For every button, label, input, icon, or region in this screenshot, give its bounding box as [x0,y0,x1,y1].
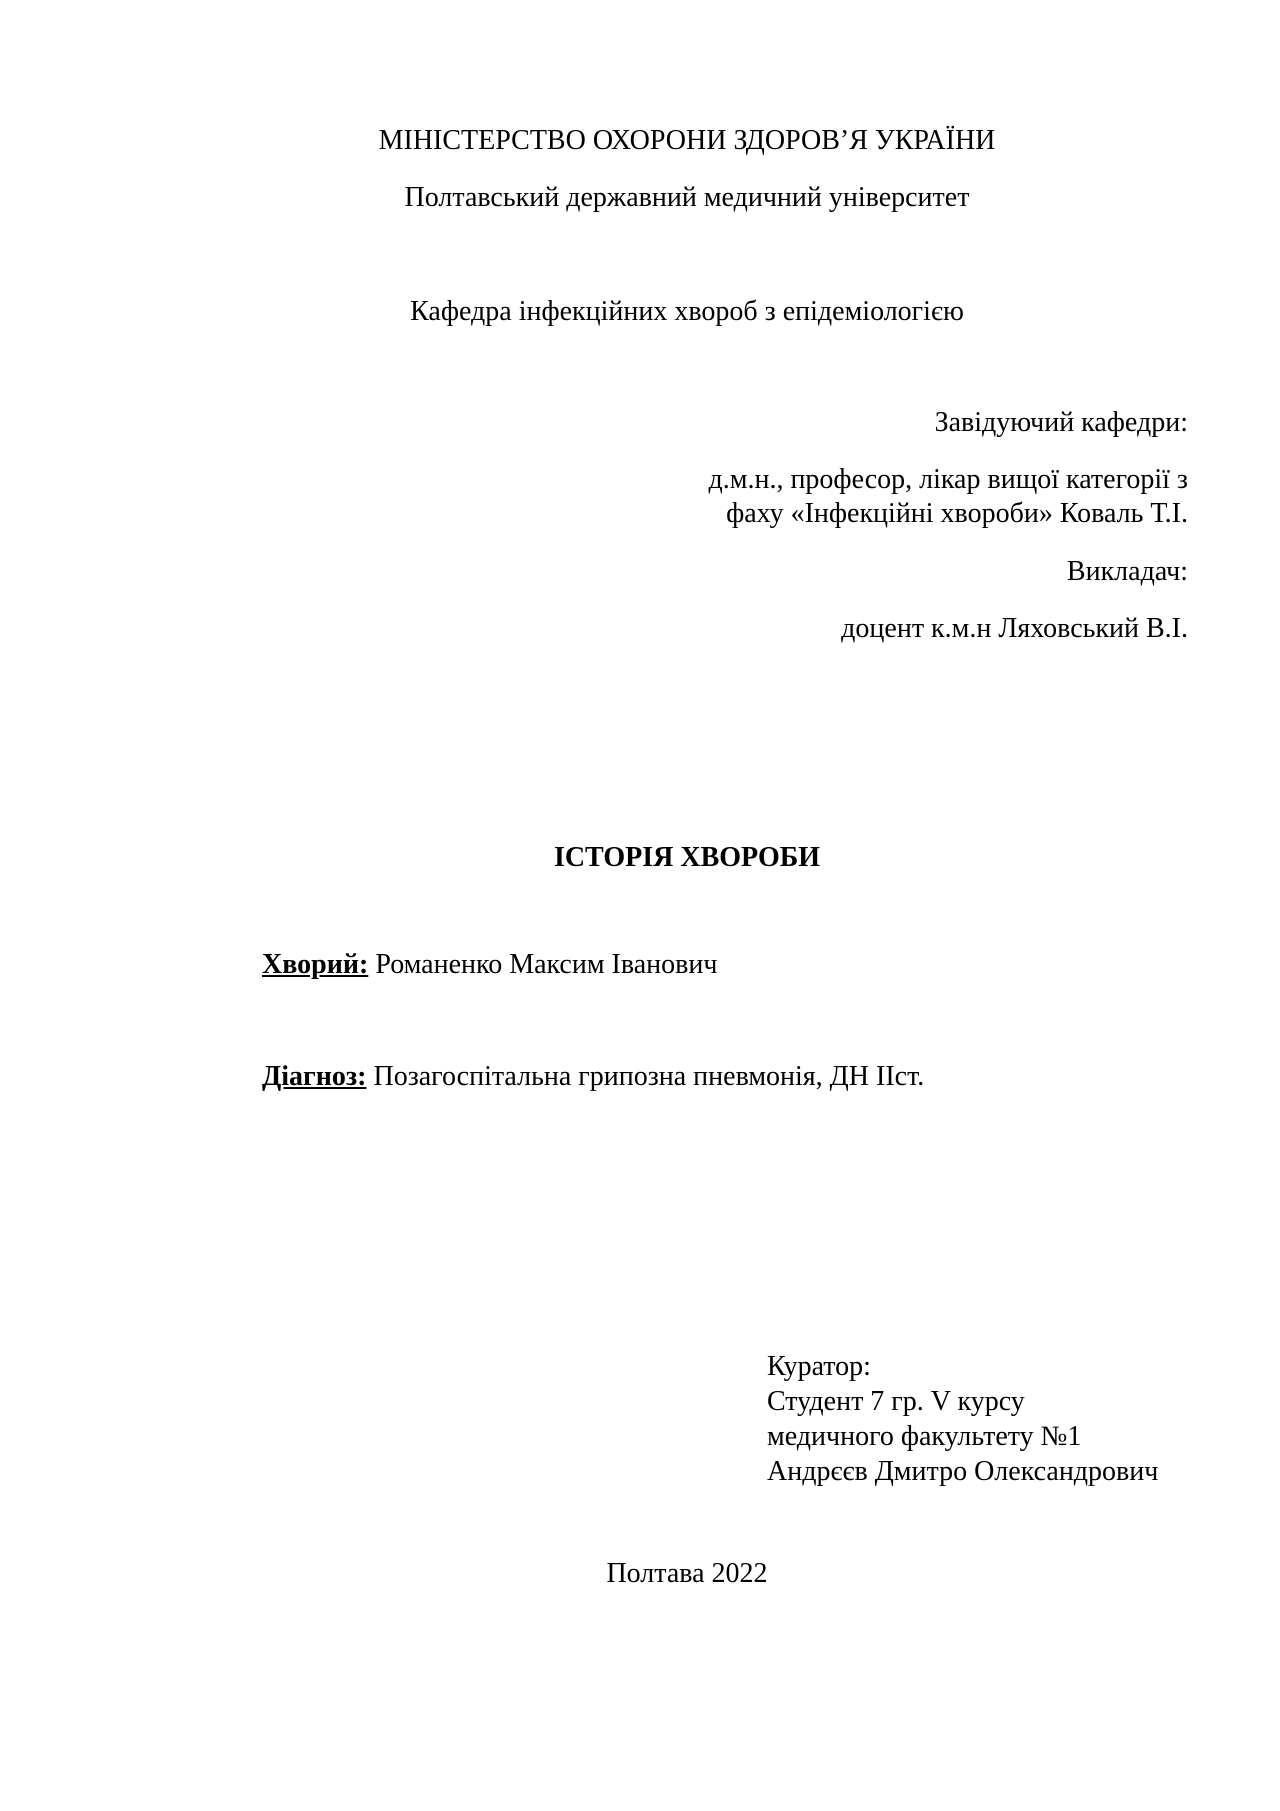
head-of-department-label: Завідуючий кафедри: [934,407,1188,438]
teacher-label: Викладач: [1066,556,1188,587]
patient-label: Хворий: [262,949,369,980]
curator-line-1: Студент 7 гр. V курсу [767,1386,1025,1417]
teacher-name: доцент к.м.н Ляховський В.І. [841,613,1188,644]
head-of-department-line-1: д.м.н., професор, лікар вищої категорії з [708,464,1188,495]
curator-label: Куратор: [767,1351,871,1382]
head-of-department-line-2: фаху «Інфекційні хвороби» Коваль Т.І. [726,498,1188,529]
diagnosis-text: Позагоспітальна грипозна пневмонія, ДН ІІст. [373,1061,925,1092]
curator-line-2: медичного факультету №1 [767,1421,1082,1452]
curator-block [767,1349,1158,1489]
curator-line-3: Андрєєв Дмитро Олександрович [767,1456,1159,1487]
document-title: ІСТОРІЯ ХВОРОБИ [553,842,821,873]
city-year: Полтава 2022 [606,1558,768,1589]
patient-name: Романенко Максим Іванович [375,949,718,980]
university-name: Полтавський державний медичний університет [404,182,970,213]
patient-row [262,948,717,982]
ministry-heading: МІНІСТЕРСТВО ОХОРОНИ ЗДОРОВ’Я УКРАЇНИ [378,125,996,156]
diagnosis-row [262,1060,924,1094]
diagnosis-label: Діагноз: [262,1061,367,1092]
department-name: Кафедра інфекційних хвороб з епідеміологією [410,296,964,327]
